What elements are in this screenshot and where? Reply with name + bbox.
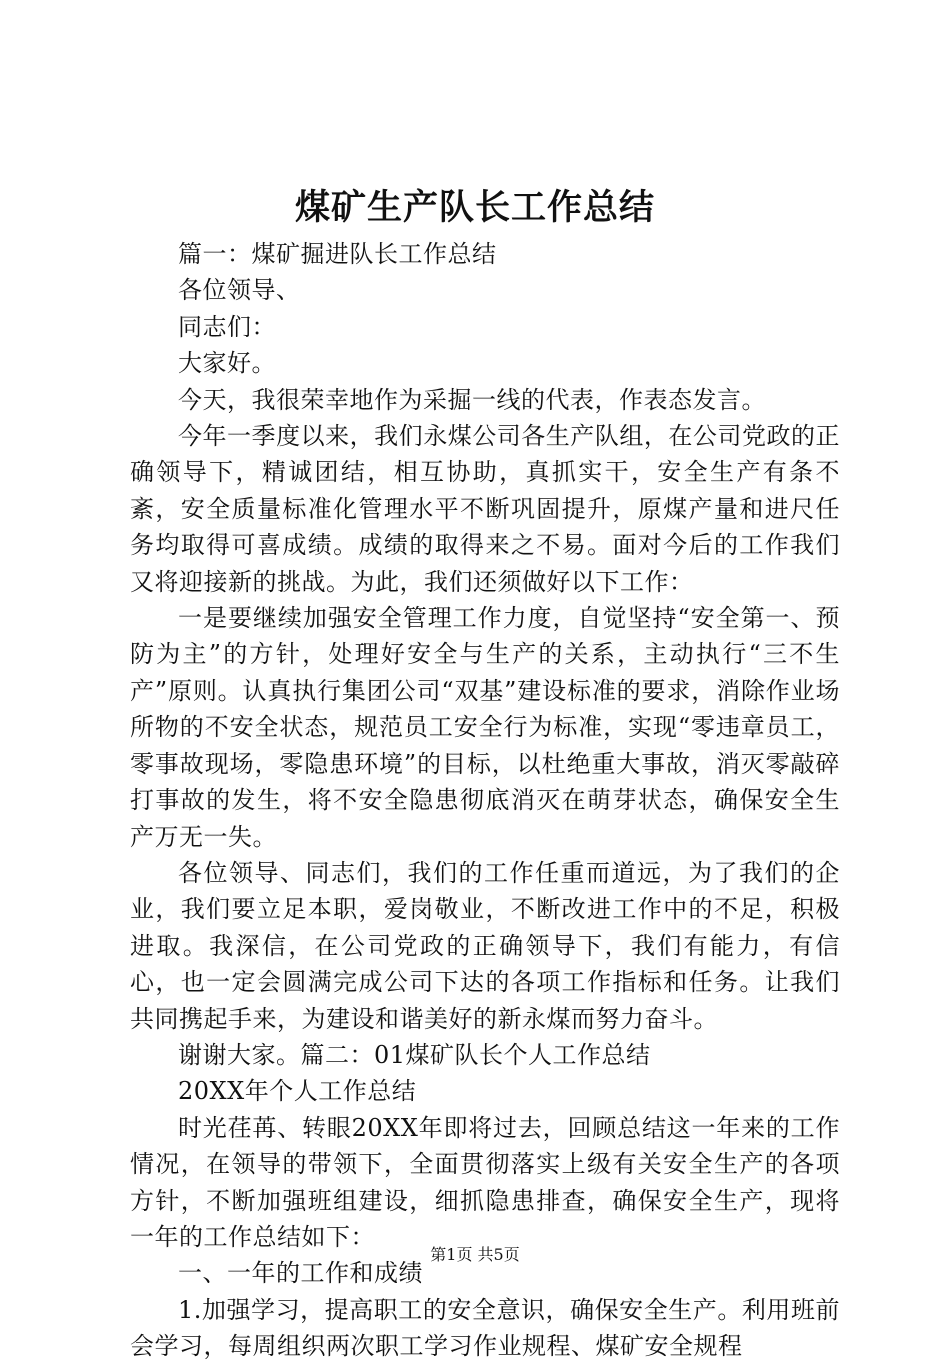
page-number-footer: 第1页 共5页: [430, 1245, 520, 1264]
paragraph: 一是要继续加强安全管理工作力度，自觉坚持“安全第一、预防为主”的方针，处理好安全与生产的关系，主动执行“三不生产”原则。认真执行集团公司“双基”建设标准的要求，消除作业场所物的不安全状态，规范员工安全行为标准，实现“零违章员工，零事故现场，零隐患环境”的目标，以杜绝重大事故，消灭零敲碎打事故的发生，将不安全隐患彻底消灭在萌芽状态，确保安全生产万无一失。: [130, 604, 840, 851]
paragraph: 同志们：: [178, 312, 276, 341]
paragraph: 各位领导、: [178, 276, 301, 305]
paragraph: 1.加强学习，提高职工的安全意识，确保安全生产。利用班前会学习，每周组织两次职工学习作业规程、煤矿安全规程: [130, 1295, 840, 1361]
paragraph: 20XX年个人工作总结: [178, 1077, 417, 1106]
paragraph: 时光荏苒、转眼20XX年即将过去，回顾总结这一年来的工作情况，在领导的带领下，全面贯彻落实上级有关安全生产的各项方针，不断加强班组建设，细抓隐患排查，确保安全生产，现将一年的工作总结如下：: [130, 1113, 840, 1251]
paragraph: 各位领导、同志们，我们的工作任重而道远，为了我们的企业，我们要立足本职，爱岗敬业，不断改进工作中的不足，积极进取。我深信，在公司党政的正确领导下，我们有能力，有信心，也一定会圆满完成公司下达的各项工作指标和任务。让我们共同携起手来，为建设和谐美好的新永煤而努力奋斗。: [130, 858, 840, 1033]
paragraph: 大家好。: [178, 349, 276, 378]
paragraph: 今年一季度以来，我们永煤公司各生产队组，在公司党政的正确领导下，精诚团结，相互协助，真抓实干，安全生产有条不紊，安全质量标准化管理水平不断巩固提升，原煤产量和进尺任务均取得可喜成绩。成绩的取得来之不易。面对今后的工作我们又将迎接新的挑战。为此，我们还须做好以下工作：: [130, 422, 840, 596]
paragraph: 谢谢大家。篇二：01煤矿队长个人工作总结: [178, 1040, 651, 1069]
paragraph: 今天，我很荣幸地作为采掘一线的代表，作表态发言。: [178, 385, 766, 414]
paragraph: 篇一：煤矿掘进队长工作总结: [178, 240, 497, 268]
document-body: [130, 236, 840, 1365]
document-title: 煤矿生产队长工作总结: [294, 187, 655, 228]
paragraph: 一、一年的工作和成绩: [178, 1259, 423, 1288]
